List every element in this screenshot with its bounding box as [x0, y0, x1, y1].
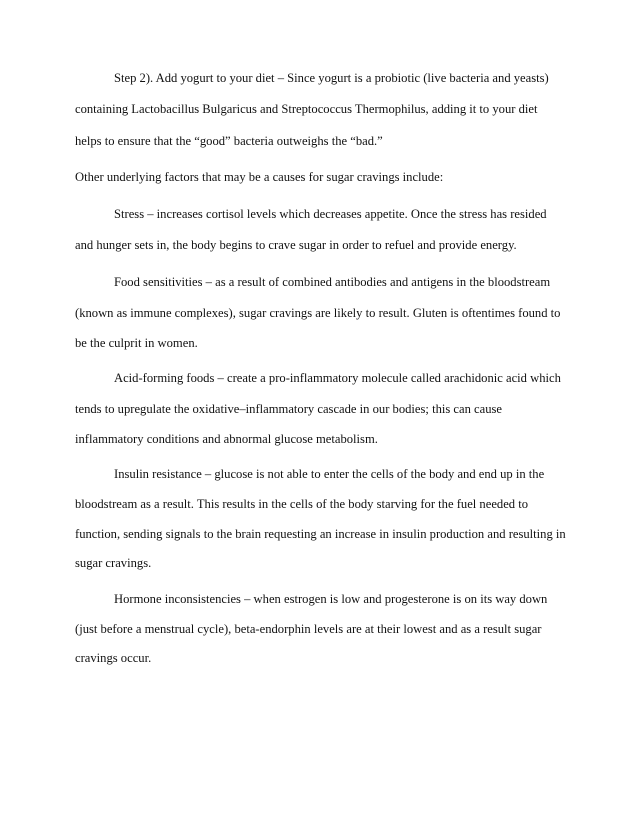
text-line: and hunger sets in, the body begins to crave sugar in order to refuel and provide energy.	[75, 238, 517, 252]
text-line: (just before a menstrual cycle), beta-endorphin levels are at their lowest and as a result sugar	[75, 622, 542, 636]
text-line: inflammatory conditions and abnormal glucose metabolism.	[75, 432, 378, 446]
text-line: containing Lactobacillus Bulgaricus and Streptococcus Thermophilus, adding it to your diet	[75, 102, 538, 116]
text-line: Step 2). Add yogurt to your diet – Since yogurt is a probiotic (live bacteria and yeasts)	[114, 71, 549, 85]
text-line: helps to ensure that the “good” bacteria outweighs the “bad.”	[75, 134, 383, 148]
text-line: Stress – increases cortisol levels which decreases appetite. Once the stress has resided	[114, 207, 547, 221]
text-line: tends to upregulate the oxidative–inflammatory cascade in our bodies; this can cause	[75, 402, 503, 416]
text-line: Food sensitivities – as a result of combined antibodies and antigens in the bloodstream	[114, 275, 551, 289]
text-line: function, sending signals to the brain requesting an increase in insulin production and resulting in	[75, 527, 566, 541]
text-line: be the culprit in women.	[75, 336, 198, 350]
text-line: sugar cravings.	[75, 556, 152, 570]
text-line: Insulin resistance – glucose is not able to enter the cells of the body and end up in the	[114, 467, 545, 481]
text-line: cravings occur.	[75, 651, 152, 665]
text-line: Hormone inconsistencies – when estrogen is low and progesterone is on its way down	[114, 592, 548, 606]
text-line: Other underlying factors that may be a causes for sugar cravings include:	[75, 170, 444, 184]
text-line: (known as immune complexes), sugar cravings are likely to result. Gluten is oftentimes found to	[75, 306, 561, 320]
text-line: Acid-forming foods – create a pro-inflammatory molecule called arachidonic acid which	[114, 371, 561, 385]
text-line: bloodstream as a result. This results in the cells of the body starving for the fuel needed to	[75, 497, 529, 511]
